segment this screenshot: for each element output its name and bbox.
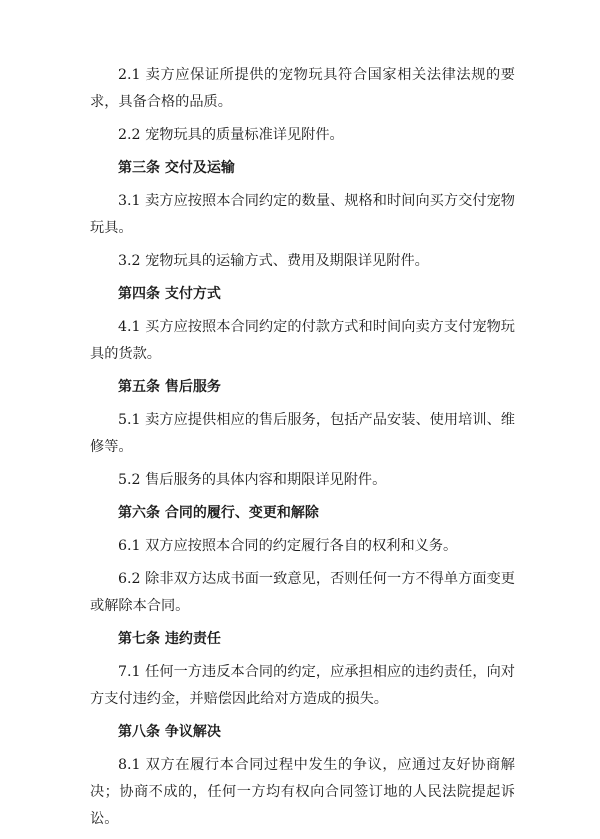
clause-4-1: 4.1 买方应按照本合同约定的付款方式和时间向卖方支付宠物玩具的货款。 xyxy=(90,319,515,362)
clause-2-1: 2.1 卖方应保证所提供的宠物玩具符合国家相关法律法规的要求，具备合格的品质。 xyxy=(90,67,515,110)
clause-8-1: 8.1 双方在履行本合同过程中发生的争议，应通过友好协商解决；协商不成的，任何一方均有权向合同签订地的人民法院提起诉讼。 xyxy=(90,757,515,827)
clause-5-2: 5.2 售后服务的具体内容和期限详见附件。 xyxy=(118,472,387,488)
clause-2-2: 2.2 宠物玩具的质量标准详见附件。 xyxy=(118,127,344,143)
clause-3-2: 3.2 宠物玩具的运输方式、费用及期限详见附件。 xyxy=(118,253,429,269)
clause-5-1: 5.1 卖方应提供相应的售后服务，包括产品安装、使用培训、维修等。 xyxy=(90,412,515,455)
clause-3-1: 3.1 卖方应按照本合同约定的数量、规格和时间向买方交付宠物玩具。 xyxy=(90,193,515,236)
article-4-heading: 第四条 支付方式 xyxy=(118,286,221,302)
clause-6-2: 6.2 除非双方达成书面一致意见，否则任何一方不得单方面变更或解除本合同。 xyxy=(90,571,515,614)
article-8-heading: 第八条 争议解决 xyxy=(118,724,221,740)
article-3-heading: 第三条 交付及运输 xyxy=(118,160,235,176)
clause-7-1: 7.1 任何一方违反本合同的约定，应承担相应的违约责任，向对方支付违约金，并赔偿因此给对方造成的损失。 xyxy=(90,664,515,707)
article-7-heading: 第七条 违约责任 xyxy=(118,631,221,647)
article-5-heading: 第五条 售后服务 xyxy=(118,379,221,395)
document-page xyxy=(90,62,515,839)
article-6-heading: 第六条 合同的履行、变更和解除 xyxy=(118,505,319,521)
clause-6-1: 6.1 双方应按照本合同的约定履行各自的权利和义务。 xyxy=(118,538,458,554)
